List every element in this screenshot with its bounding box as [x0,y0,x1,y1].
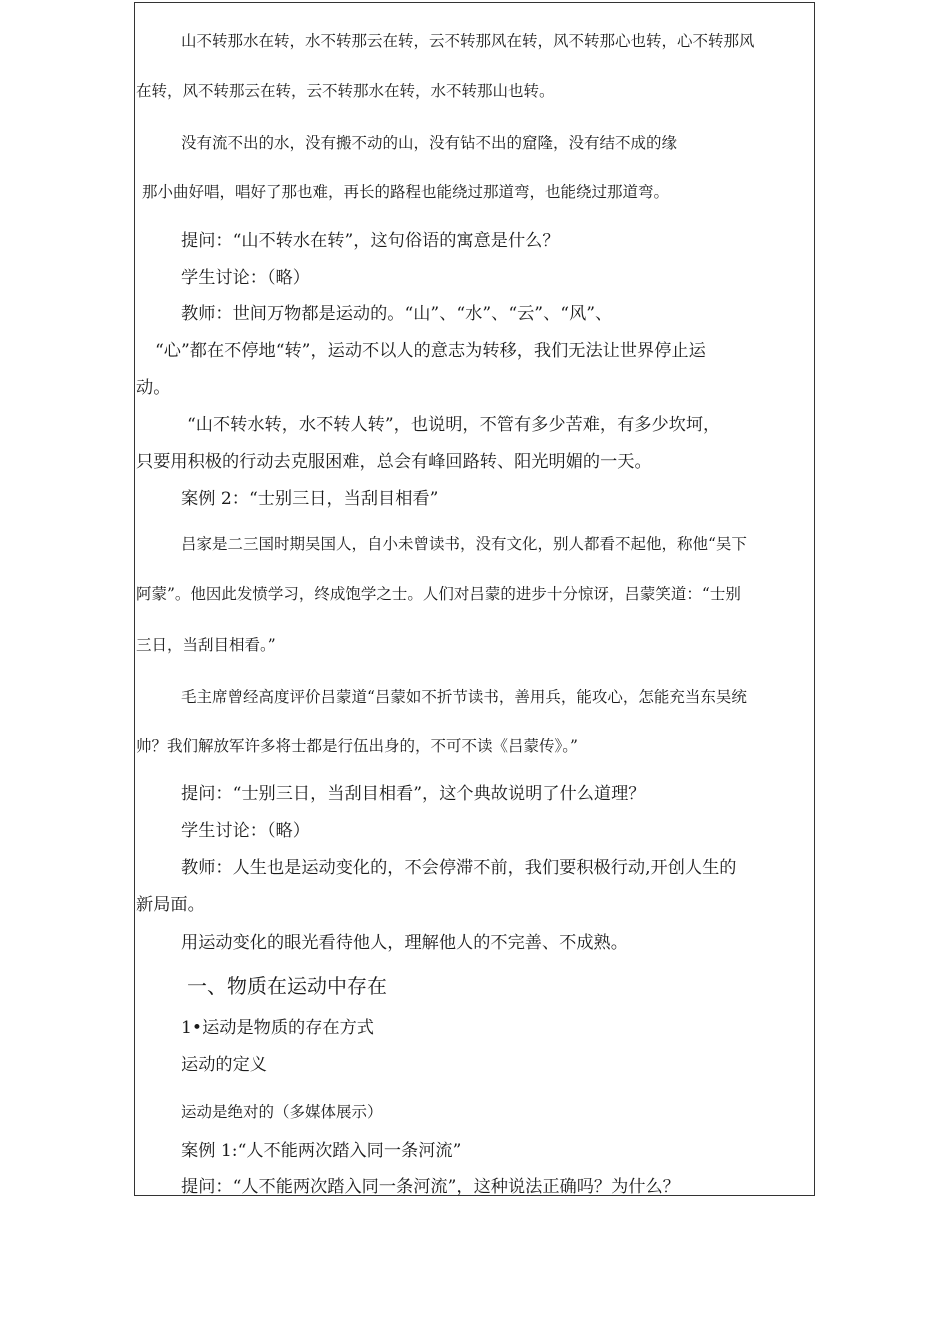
lvmeng-story: 阿蒙”。他因此发愤学习，终成饱学之士。人们对吕蒙的进步十分惊讶，吕蒙笑道：“士别 [136,585,741,603]
teacher-remark-2: 教师：人生也是运动变化的，不会停滞不前，我们要积极行动,开创人生的 [181,858,737,878]
student-discussion-1: 学生讨论：（略） [181,268,310,288]
case-2-title: 案例 2：“士别三日，当刮目相看” [181,489,439,509]
teacher-remark-1: 教师：世间万物都是运动的。“山”、“水”、“云”、“风”、 [181,304,613,324]
mao-quote: 帅？我们解放军许多将士都是行伍出身的，不可不读《吕蒙传》。” [136,737,578,755]
question-3: 提问：“人不能两次踏入同一条河流”，这种说法正确吗？为什么？ [181,1177,680,1197]
teacher-remark-2: 新局面。 [136,895,205,915]
question-1: 提问：“山不转水在转”，这句俗语的寓意是什么？ [181,231,560,251]
song-line: 在转，风不转那云在转，云不转那水在转，水不转那山也转。 [136,82,555,100]
saying-paragraph: 只要用积极的行动去克服困难，总会有峰回路转、阳光明媚的一天。 [136,452,652,472]
saying-paragraph: “山不转水转，水不转人转”，也说明，不管有多少苦难，有多少坎坷， [187,415,721,435]
song-line: 山不转那水在转，水不转那云在转，云不转那风在转，风不转那心也转，心不转那风 [181,32,755,50]
teacher-remark-1: “心”都在不停地“转”，运动不以人的意志为转移，我们无法让世界停止运 [155,341,706,361]
section-heading: 一、物质在运动中存在 [187,974,387,998]
lvmeng-story: 三日，当刮目相看。” [136,636,276,654]
content-table-cell [134,2,815,1196]
mao-quote: 毛主席曾经高度评价吕蒙道“吕蒙如不折节读书，善用兵，能攻心，怎能充当东吴统 [181,688,747,706]
song-line: 没有流不出的水，没有搬不动的山，没有钻不出的窟隆，没有结不成的缘 [181,134,678,152]
lvmeng-story: 吕家是二三国时期吴国人，自小未曾读书，没有文化，别人都看不起他，称他“吴下 [181,535,747,553]
question-2: 提问：“士别三日，当刮目相看”，这个典故说明了什么道理？ [181,784,646,804]
absolute-statement: 运动是绝对的（多媒体展示） [181,1103,383,1121]
song-line: 那小曲好唱，唱好了那也难，再长的路程也能绕过那道弯，也能绕过那道弯。 [142,183,670,201]
case-1-title: 案例 1:“人不能两次踏入同一条河流” [181,1141,462,1161]
student-discussion-2: 学生讨论：（略） [181,821,310,841]
subsection-title: 1•运动是物质的存在方式 [181,1018,374,1038]
view-statement: 用运动变化的眼光看待他人，理解他人的不完善、不成熟。 [181,933,628,953]
definition-label: 运动的定义 [181,1055,267,1075]
teacher-remark-1: 动。 [136,378,171,398]
